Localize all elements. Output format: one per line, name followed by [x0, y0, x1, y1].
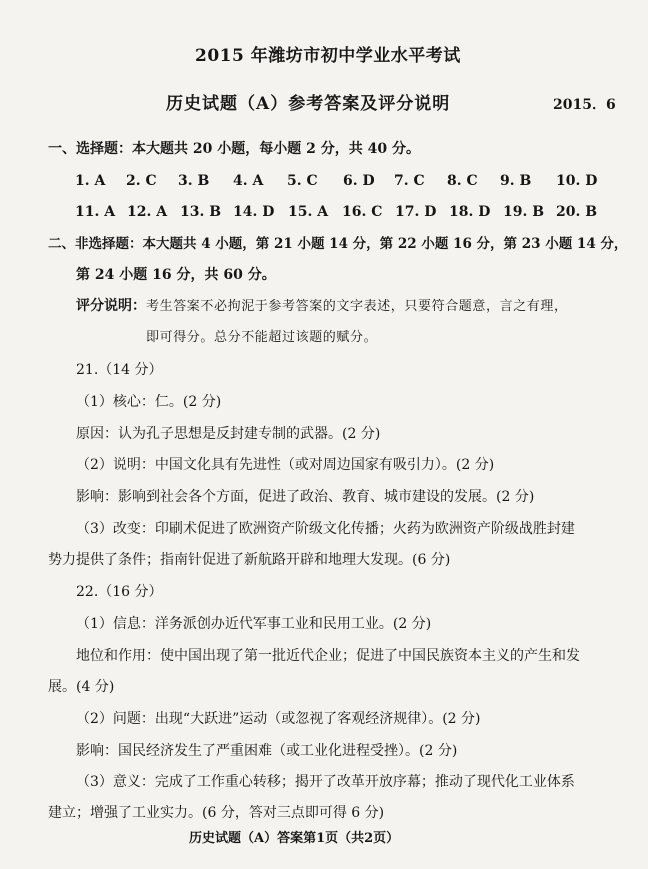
mc-answer: 5. C [287, 173, 318, 189]
mc-answer: 2. C [126, 173, 157, 189]
mc-answer: 12. A [127, 204, 168, 220]
mc-answer: 10. D [556, 173, 598, 189]
scoring-note [76, 297, 568, 316]
q21-line: 影响：影响到社会各个方面，促进了政治、教育、城市建设的发展。(2 分) [76, 489, 535, 505]
section2-heading-line2: 第 24 小题 16 分，共 60 分。 [76, 267, 276, 283]
section1-heading: 一、选择题：本大题共 20 小题，每小题 2 分，共 40 分。 [48, 141, 420, 157]
mc-answer: 4. A [233, 173, 264, 189]
q22-line: （1）信息：洋务派创办近代军事工业和民用工业。(2 分) [76, 616, 432, 632]
q21-header: 21.（14 分） [76, 362, 163, 378]
mc-answer: 19. B [503, 204, 545, 220]
q22-line: 建立；增强了工业实力。(6 分，答对三点即可得 6 分) [48, 805, 385, 821]
q22-header: 22.（16 分） [76, 584, 163, 600]
document-subtitle: 历史试题（A）参考答案及评分说明 [166, 94, 451, 114]
mc-answer: 8. C [447, 173, 478, 189]
page-footer: 历史试题（A）答案第1页（共2页） [189, 831, 400, 846]
mc-answer: 7. C [394, 173, 425, 189]
mc-answer: 14. D [233, 204, 275, 220]
section2-heading-line1: 二、非选择题：本大题共 4 小题，第 21 小题 14 分，第 22 小题 16 分，第 23 小题 14 分， [48, 236, 628, 252]
exam-title: 2015 年潍坊市初中学业水平考试 [195, 46, 461, 66]
mc-answer: 9. B [500, 173, 532, 189]
mc-answer: 20. B [556, 204, 598, 220]
q21-line: 原因：认为孔子思想是反封建专制的武器。(2 分) [76, 426, 381, 442]
mc-answer: 6. D [343, 173, 375, 189]
q21-line: （3）改变：印刷术促进了欧洲资产阶级文化传播；火药为欧洲资产阶级战胜封建 [76, 521, 575, 537]
exam-date: 2015．6 [553, 97, 616, 113]
scoring-note-text: 考生答案不必拘泥于参考答案的文字表述，只要符合题意，言之有理， [146, 299, 568, 314]
scoring-note-label: 评分说明： [76, 298, 146, 314]
mc-answer: 1. A [75, 173, 106, 189]
q22-line: 影响：国民经济发生了严重困难（或工业化进程受挫）。(2 分) [76, 743, 458, 759]
q21-line: （1）核心：仁。(2 分) [76, 394, 222, 410]
q22-line: （3）意义：完成了工作重心转移；揭开了改革开放序幕；推动了现代化工业体系 [76, 774, 575, 790]
mc-answer: 13. B [180, 204, 222, 220]
scoring-note-line2: 即可得分。总分不能超过该题的赋分。 [146, 330, 378, 345]
q22-line: （2）问题：出现“大跃进”运动（或忽视了客观经济规律）。(2 分) [76, 711, 481, 727]
q21-line: 势力提供了条件；指南针促进了新航路开辟和地理大发现。(6 分) [48, 552, 451, 568]
mc-answer: 11. A [75, 204, 116, 220]
q21-line: （2）说明：中国文化具有先进性（或对周边国家有吸引力）。(2 分) [76, 457, 495, 473]
mc-answer: 15. A [288, 204, 329, 220]
q22-line: 地位和作用：使中国出现了第一批近代企业；促进了中国民族资本主义的产生和发 [76, 648, 580, 664]
mc-answer: 18. D [449, 204, 491, 220]
q22-line: 展。(4 分) [48, 679, 115, 695]
mc-answer: 17. D [395, 204, 437, 220]
mc-answer: 16. C [342, 204, 383, 220]
mc-answer: 3. B [178, 173, 210, 189]
